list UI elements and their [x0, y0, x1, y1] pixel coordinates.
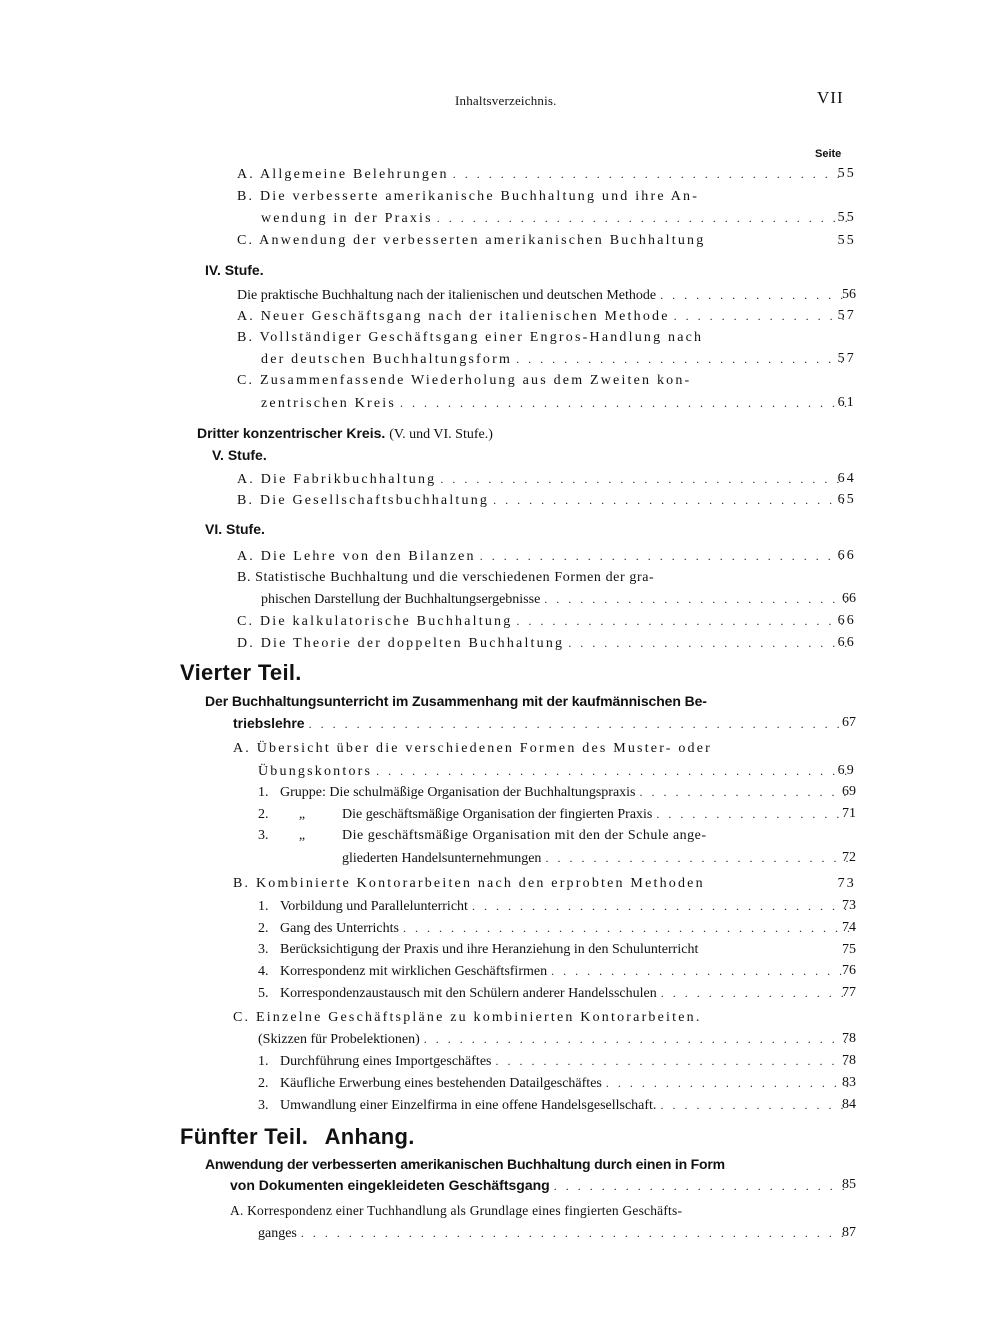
section-heading-kreis-3 [197, 425, 493, 443]
toc-entry: 2. Käufliche Erwerbung eines bestehenden Datailgeschäftes . . . 83 [258, 1072, 849, 1094]
toc-entry: 3. Berücksichtigung der Praxis und ihre Heranziehung in den Schulunterricht 75 [258, 942, 856, 957]
toc-entry: Die praktische Buchhaltung nach der italienischen und deutschen Methode . . . 56 [237, 284, 849, 306]
toc-entry: 1. Vorbildung und Parallelunterricht . . . 73 [258, 895, 849, 917]
toc-entry: phischen Darstellung der Buchhaltungsergebnisse . . . 66 [261, 588, 849, 610]
page-number: VII [817, 88, 844, 107]
toc-entry: C. Zusammenfassende Wiederholung aus dem Zweiten kon- [237, 373, 692, 388]
toc-entry: C. Einzelne Geschäftspläne zu kombinierten Kontorarbeiten. [233, 1010, 702, 1025]
toc-entry: wendung in der Praxis . . . 55 [261, 207, 849, 229]
toc-entry: A. Allgemeine Belehrungen . . . 55 [237, 163, 849, 185]
toc-entry: B. Kombinierte Kontorarbeiten nach den erprobten Methoden 73 [233, 876, 856, 891]
toc-entry: B. Die verbesserte amerikanische Buchhaltung und ihre An- [237, 189, 700, 204]
kreis-title: Dritter konzentrischer Kreis. [197, 425, 386, 441]
part-5-title: Fünfter Teil. [180, 1124, 309, 1149]
toc-entry: triebslehre . . . 67 [233, 712, 849, 734]
toc-entry: A. Die Lehre von den Bilanzen . . . 66 [237, 545, 849, 567]
toc-entry: 2. „ Die geschäftsmäßige Organisation der fingierten Praxis . . . 71 [258, 803, 849, 825]
toc-entry: 1. Gruppe: Die schulmäßige Organisation der Buchhaltungspraxis . . . 69 [258, 781, 849, 803]
toc-entry: D. Die Theorie der doppelten Buchhaltung . . . 66 [237, 632, 849, 654]
toc-entry: B. Vollständiger Geschäftsgang einer Engros-Handlung nach [237, 330, 704, 345]
toc-entry: Übungskontors . . . 69 [258, 760, 849, 782]
part-title-line: Anwendung der verbesserten amerikanischen Buchhaltung durch einen in Form [205, 1156, 725, 1172]
kreis-subtitle: (V. und VI. Stufe.) [389, 427, 493, 442]
toc-entry: 1. Durchführung eines Importgeschäftes . . . 78 [258, 1050, 849, 1072]
toc-entry: 2. Gang des Unterrichts . . . 74 [258, 917, 849, 939]
toc-entry: (Skizzen für Probelektionen) . . . 78 [258, 1028, 849, 1050]
section-heading-stufe-6: VI. Stufe. [205, 521, 265, 537]
toc-entry: 5. Korrespondenzaustausch mit den Schülern anderer Handelsschulen . . . 77 [258, 982, 849, 1004]
toc-entry: 3. „ Die geschäftsmäßige Organisation mit den der Schule ange- [258, 828, 707, 843]
toc-entry: 3. Umwandlung einer Einzelfirma in eine offene Handelsgesellschaft. . . . 84 [258, 1094, 849, 1116]
toc-entry: B. Statistische Buchhaltung und die verschiedenen Formen der gra- [237, 570, 655, 585]
part-title-line: Der Buchhaltungsunterricht im Zusammenhang mit der kaufmännischen Be- [205, 693, 707, 709]
part-heading-4: Vierter Teil. [180, 660, 302, 685]
toc-entry: zentrischen Kreis . . . 61 [261, 392, 849, 414]
toc-entry: der deutschen Buchhaltungsform . . . 57 [261, 348, 849, 370]
toc-entry: A. Übersicht über die verschiedenen Formen des Muster- oder [233, 741, 713, 756]
toc-entry: A. Die Fabrikbuchhaltung . . . 64 [237, 468, 849, 490]
part-5-subtitle: Anhang. [324, 1124, 415, 1149]
toc-entry: von Dokumenten eingekleideten Geschäftsgang . . . 85 [230, 1174, 849, 1196]
toc-entry: 4. Korrespondenz mit wirklichen Geschäftsfirmen . . . 76 [258, 960, 849, 982]
section-heading-stufe-5: V. Stufe. [212, 447, 267, 463]
section-heading-stufe-4: IV. Stufe. [205, 262, 264, 278]
toc-entry: ganges . . . 87 [258, 1222, 849, 1244]
toc-entry: C. Die kalkulatorische Buchhaltung . . . 66 [237, 610, 849, 632]
page-column-label: Seite [815, 148, 842, 160]
running-head-title: Inhaltsverzeichnis. [455, 93, 557, 108]
toc-entry: A. Korrespondenz einer Tuchhandlung als Grundlage eines fingierten Geschäfts- [230, 1203, 683, 1218]
toc-entry: B. Die Gesellschaftsbuchhaltung . . . 65 [237, 489, 849, 511]
toc-entry: gliederten Handelsunternehmungen . . . 72 [342, 847, 849, 869]
toc-entry: A. Neuer Geschäftsgang nach der italienischen Methode . . . 57 [237, 305, 849, 327]
toc-entry: C. Anwendung der verbesserten amerikanischen Buchhaltung 55 [237, 233, 856, 248]
part-heading-5 [180, 1124, 415, 1150]
